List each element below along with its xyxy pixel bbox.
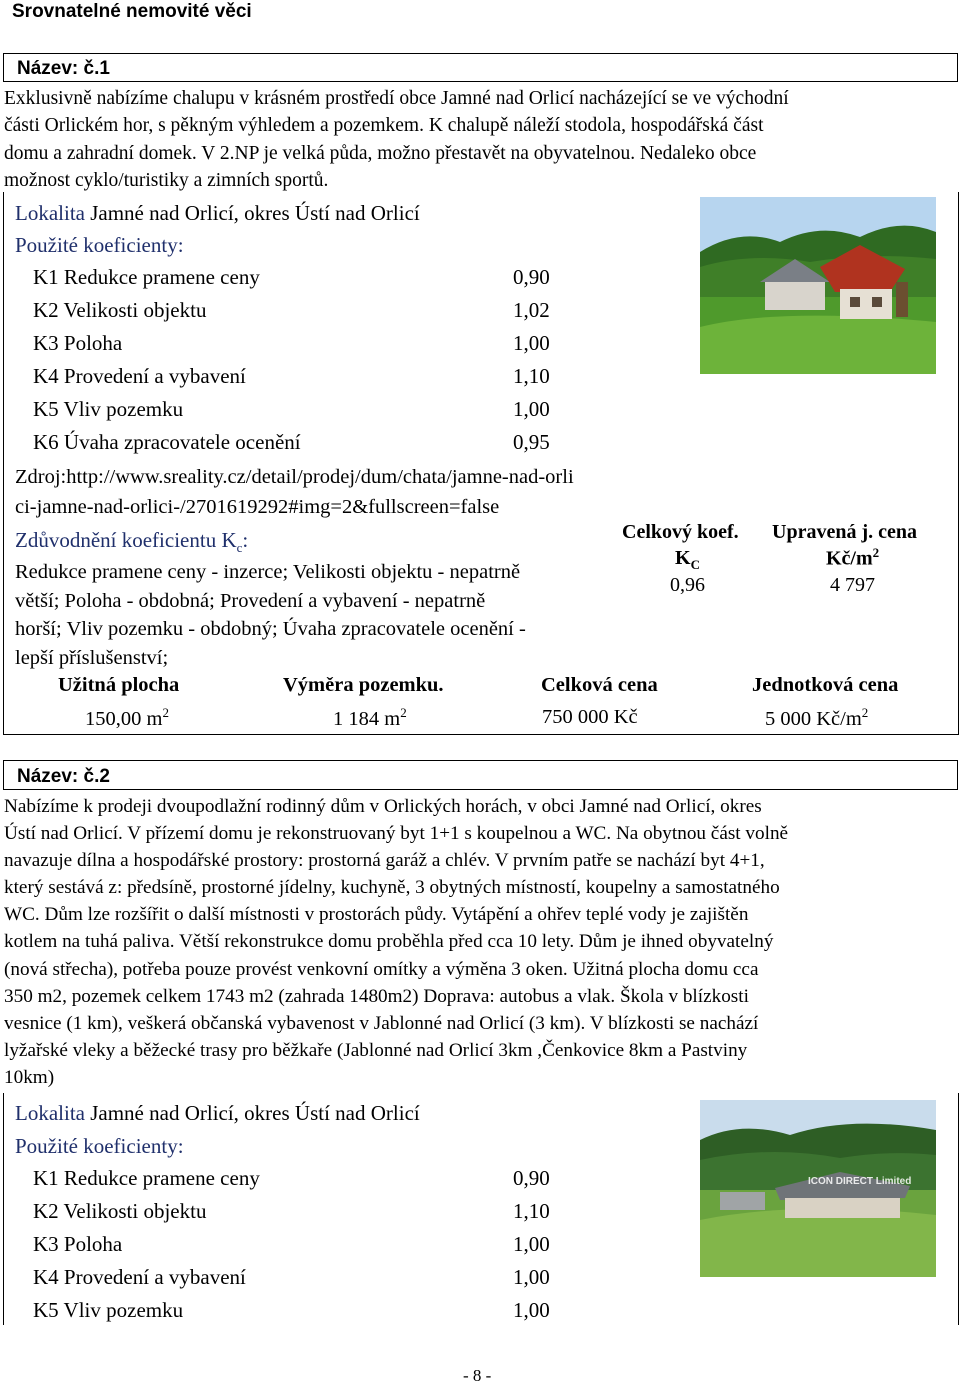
- summary-header-plot: Výměra pozemku.: [283, 674, 444, 696]
- summary-value-total: 750 000 Kč: [542, 706, 638, 728]
- item2-frame-right: [958, 1093, 959, 1325]
- locality-label: Lokalita: [15, 1101, 85, 1125]
- item1-coefficients: [33, 265, 573, 463]
- coef-row: K5 Vliv pozemku 1,00: [33, 397, 550, 421]
- item2-description: Nabízíme k prodeji dvoupodlažní rodinný dům v Orlických horách, v obci Jamné nad Orlicí, okres Ústí nad Orlicí. V přízemí domu je rekonstruovaný byt 1+1 s koupelnou a WC. Na obytnou část volně navazuje dílna a hospodářské prostory: prostorná garáž a chlév. V prvním patře se nachází byt 4+1, který sestává z: předsíně, prostorné jídelny, kuchyně, 3 obytných místností, koupelny a samostatného WC. Dům lze rozšířit o další místnosti v prostorách půdy. Vytápění a ohřev teplé vody je zajištěn kotlem na tuhá paliva. Větší rekonstrukce domu proběhla před cca 10 lety. Dům je ihned obyvatelný (nová střecha), potřeba pouze provést venkovní omítky a výměna 3 oken. Užitná plocha domu cca 350 m2, pozemek celkem 1743 m2 (zahrada 1480m2) Doprava: autobus a vlak. Škola v blízkosti vesnice (1 km), veškerá občanská vybavenost v Jablonné nad Orlicí (3 km). V blízkosti se nachází lyžařské vleky a běžecké trasy pro běžkaře (Jablonné nad Orlicí 3km ,Čenkovice 8km a Pastviny 10km): [4, 796, 789, 1088]
- coef-row: K6 Úvaha zpracovatele ocenění 0,95: [33, 430, 550, 454]
- coef-row: K2 Velikosti objektu 1,10: [33, 1199, 550, 1223]
- total-coef-unit: $K_C$: [675, 547, 700, 572]
- coef-row: K2 Velikosti objektu 1,02: [33, 298, 550, 322]
- summary-value-plot: 1 184 $m^2$: [333, 705, 407, 730]
- summary-header-area: Užitná plocha: [58, 674, 180, 696]
- item2-title-box: [3, 760, 958, 790]
- locality-label: Lokalita: [15, 201, 85, 225]
- coef-row: K3 Poloha 1,00: [33, 331, 550, 355]
- page-heading: Srovnatelné nemovité věci: [12, 1, 252, 22]
- item2-coefficients: [33, 1166, 573, 1331]
- item1-cottage-photo: [700, 197, 936, 374]
- item1-justification-text: Redukce pramene ceny - inzerce; Velikosti objektu - nepatrně větší; Poloha - obdobná; Provedení a vybavení - nepatrně horší; Vliv pozemku - obdobný; Úvaha zpracovatele ocenění - lepší příslušenství;: [15, 561, 526, 669]
- item2-frame-left: [3, 1093, 4, 1325]
- summary-value-unit: 5 000 $Kč/m^2$: [765, 705, 869, 730]
- item1-justification-heading: Zdůvodnění koeficientu $K_c$:: [15, 528, 249, 556]
- item1-description: Exklusivně nabízíme chalupu v krásném prostředí obce Jamné nad Orlicí nacházející se ve východní části Orlickém hor, s pěkným výhledem a pozemkem. K chalupě náleží stodola, hospodářská část domu a zahradní domek. V 2.NP je velká půda, možno přestavět na obyvatelnou. Nedaleko obce možnost cyklo/turistiky a zimních sportů.: [4, 88, 789, 192]
- summary-value-area: 150,00 $m^2$: [85, 705, 169, 730]
- item1-title-box: [3, 53, 958, 82]
- item1-title: Název: č.1: [17, 58, 110, 79]
- coef-row: K4 Provedení a vybavení 1,10: [33, 364, 550, 388]
- total-coef-value: 0,96: [670, 574, 705, 596]
- item1-locality: [15, 201, 420, 226]
- item2-locality: [15, 1101, 420, 1126]
- item1-frame-left: [3, 192, 4, 735]
- item2-coef-heading: Použité koeficienty:: [15, 1134, 184, 1158]
- page-number: - 8 -: [463, 1366, 492, 1385]
- coef-row: K1 Redukce pramene ceny 0,90: [33, 1166, 550, 1190]
- photo-watermark: ICON DIRECT Limited: [808, 1176, 912, 1187]
- total-coef-label: Celkový koef.: [622, 521, 739, 543]
- adj-price-unit: $Kč/m^2$: [826, 545, 880, 570]
- summary-header-total: Celková cena: [541, 674, 658, 696]
- item1-source: Zdroj:http://www.sreality.cz/detail/prodej/dum/chata/jamne-nad-orli ci-jamne-nad-orlici-/2701619292#img=2&fullscreen=false: [15, 466, 574, 518]
- locality-value: Jamné nad Orlicí, okres Ústí nad Orlicí: [90, 201, 420, 225]
- coef-row: K1 Redukce pramene ceny 0,90: [33, 265, 550, 289]
- locality-value: Jamné nad Orlicí, okres Ústí nad Orlicí: [90, 1101, 420, 1125]
- coef-row: K5 Vliv pozemku 1,00: [33, 1298, 550, 1322]
- item1-frame-right: [958, 192, 959, 735]
- adj-price-label: Upravená j. cena: [772, 521, 917, 543]
- item2-title: Název: č.2: [17, 766, 110, 787]
- item2-farmhouse-photo: [700, 1100, 936, 1277]
- adj-price-value: 4 797: [830, 574, 875, 596]
- item1-frame-bottom: [3, 734, 959, 735]
- coef-row: K4 Provedení a vybavení 1,00: [33, 1265, 550, 1289]
- coef-row: K3 Poloha 1,00: [33, 1232, 550, 1256]
- summary-header-unit: Jednotková cena: [752, 674, 899, 696]
- item1-coef-heading: Použité koeficienty:: [15, 233, 184, 257]
